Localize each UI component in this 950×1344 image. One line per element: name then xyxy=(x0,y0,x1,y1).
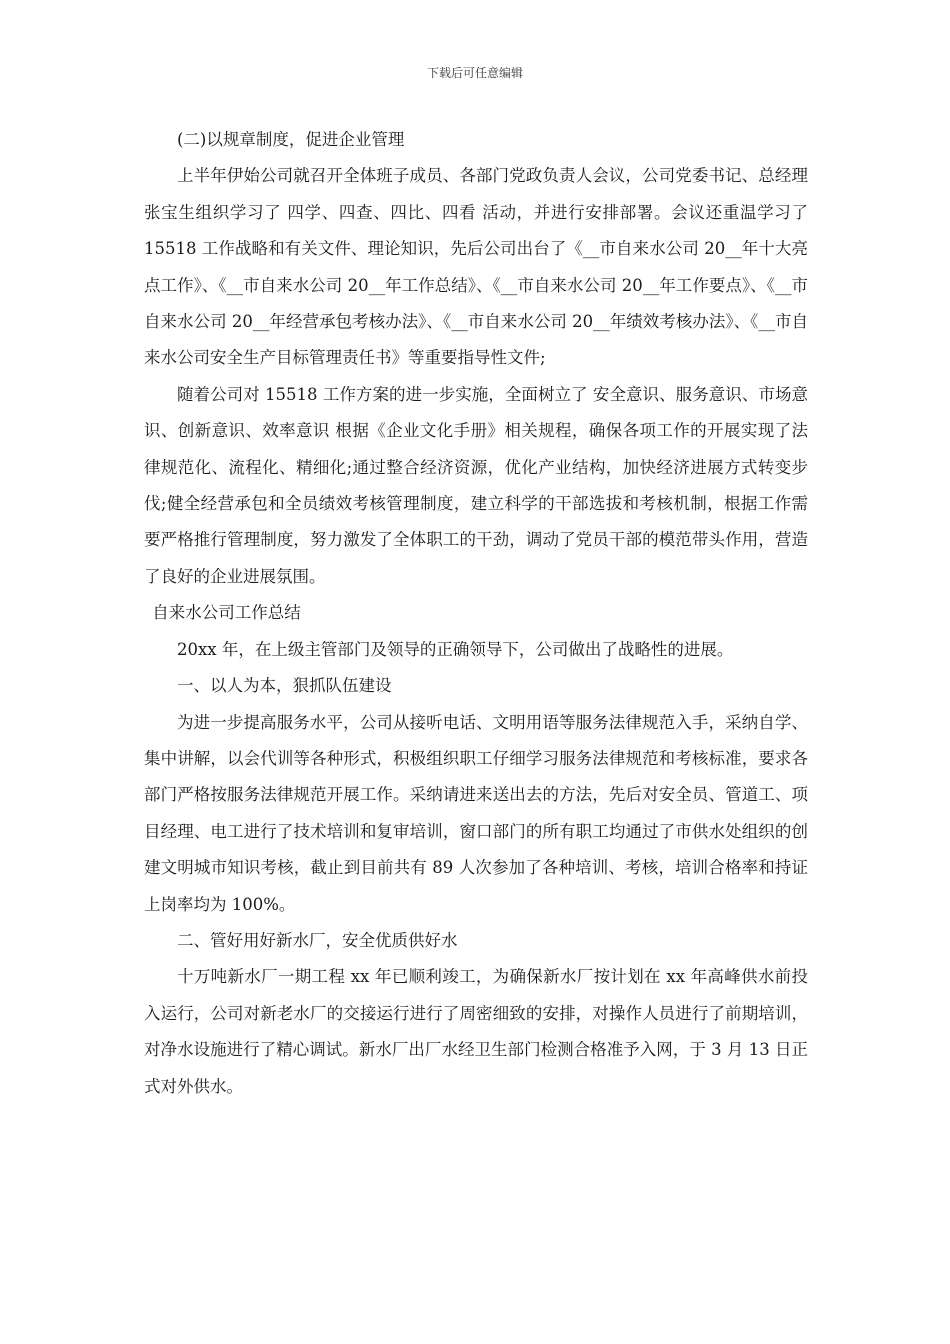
paragraph: 20xx 年，在上级主管部门及领导的正确领导下，公司做出了战略性的进展。 xyxy=(177,639,734,659)
paragraph: 十万吨新水厂一期工程 xx 年已顺利竣工，为确保新水厂按计划在 xx 年高峰供水前投入运行，公司对新老水厂的交接运行进行了周密细致的安排，对操作人员进行了前期培训，对净水设施进行了精心调试。新水厂出厂水经卫生部门检测合格准予入网，于 3 月 13 日正式对外供水。 xyxy=(144,967,808,1096)
paragraph: 为进一步提高服务水平，公司从接听电话、文明用语等服务法律规范入手，采纳自学、集中讲解，以会代训等各种形式，积极组织职工仔细学习服务法律规范和考核标准，要求各部门严格按服务法律规范开展工作。采纳请进来送出去的方法，先后对安全员、管道工、项目经理、电工进行了技术培训和复审培训，窗口部门的所有职工均通过了市供水处组织的创建文明城市知识考核，截止到目前共有 89 人次参加了各种培训、考核，培训合格率和持证上岗率均为 100%。 xyxy=(144,712,808,914)
section-heading: 一、以人为本，狠抓队伍建设 xyxy=(177,676,392,696)
page-header: 下载后可任意编辑 xyxy=(426,66,523,80)
section-heading: 二、管好用好新水厂，安全优质供好水 xyxy=(177,930,458,950)
document-title: 自来水公司工作总结 xyxy=(152,603,301,623)
paragraph: 随着公司对 15518 工作方案的进一步实施，全面树立了 安全意识、服务意识、市场意识、创新意识、效率意识 根据《企业文化手册》相关规程，确保各项工作的开展实现了法律规范化、流程化、精细化;通过整合经济资源，优化产业结构，加快经济进展方式转变步伐;健全经营承包和全员绩效考核管理制度，建立科学的干部选拔和考核机制，根据工作需要严格推行管理制度，努力激发了全体职工的干劲，调动了党员干部的模范带头作用，营造了良好的企业进展氛围。 xyxy=(144,384,808,586)
section-heading-regulations: (二)以规章制度，促进企业管理 xyxy=(177,130,405,149)
document-body xyxy=(144,122,808,1105)
paragraph: 上半年伊始公司就召开全体班子成员、各部门党政负责人会议，公司党委书记、总经理张宝生组织学习了 四学、四查、四比、四看 活动，并进行安排部署。会议还重温学习了 15518 工作战略和有关文件、理论知识，先后公司出台了《__市自来水公司 20__年十大亮点工作》、《__市自来水公司 20__年工作总结》、《__市自来水公司 20__年工作要点》、《__市自来水公司 20__年经营承包考核办法》、《__市自来水公司 20__年绩效考核办法》、《__市自来水公司安全生产目标管理责任书》等重要指导性文件; xyxy=(144,166,808,368)
